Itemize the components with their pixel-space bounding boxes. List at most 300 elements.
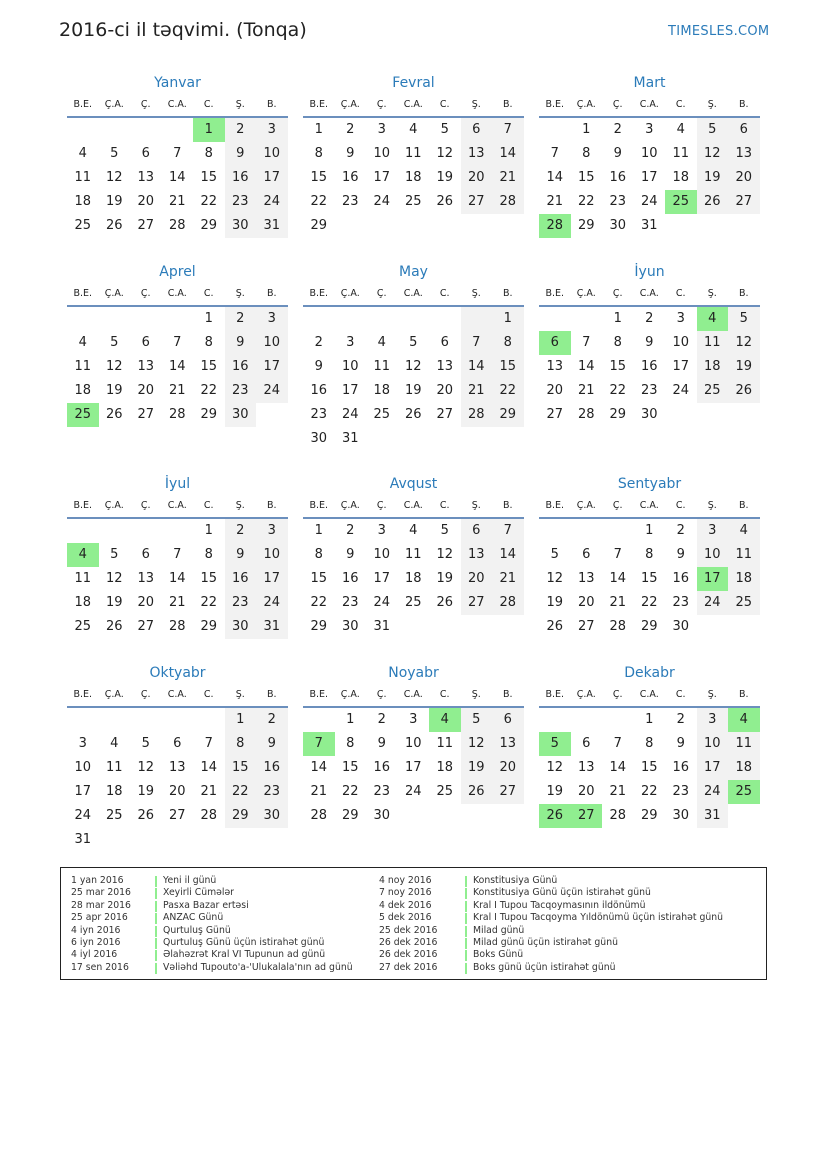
weekday-label: Ş.	[707, 288, 717, 299]
day-cell: 29	[225, 804, 257, 828]
month-block	[303, 662, 524, 828]
holiday-marker	[155, 888, 157, 899]
month-title: Aprel	[159, 264, 196, 280]
holiday-name: Milad günü üçün istirahət günü	[473, 936, 618, 948]
day-cell: 15	[341, 760, 359, 775]
day-cell-empty	[366, 307, 398, 331]
day-cell: 21	[609, 784, 627, 799]
weekday-header	[67, 684, 288, 708]
day-cell: 20	[546, 383, 564, 398]
weekday-label: B.	[502, 500, 513, 511]
day-cell: 19	[137, 784, 155, 799]
day-cell: 5	[110, 547, 119, 562]
day-cell: 21	[168, 383, 186, 398]
day-cell: 24	[697, 591, 729, 615]
day-cell: 6	[141, 146, 150, 161]
day-cell: 17	[373, 170, 391, 185]
weekday-label: Ş.	[471, 99, 481, 110]
day-cell: 23	[373, 784, 391, 799]
day-cell: 7	[613, 736, 622, 751]
day-cell: 17	[256, 166, 288, 190]
holiday-date: 5 dek 2016	[379, 912, 432, 924]
weekday-label: C.A.	[639, 99, 659, 110]
day-cell: 3	[645, 122, 654, 137]
day-cell: 12	[105, 170, 123, 185]
day-cell: 29	[640, 808, 658, 823]
day-grid	[539, 708, 760, 828]
month-block	[303, 261, 524, 451]
month-title: İyun	[634, 264, 665, 280]
day-cell: 9	[225, 142, 257, 166]
day-cell: 9	[645, 335, 654, 350]
day-cell: 22	[310, 595, 328, 610]
day-cell: 28	[310, 808, 328, 823]
holiday-marker	[465, 913, 467, 924]
day-cell: 17	[373, 571, 391, 586]
day-cell: 19	[105, 194, 123, 209]
day-cell: 13	[461, 142, 493, 166]
day-cell-empty	[162, 708, 194, 732]
holiday-name: Xeyirli Cümələr	[163, 887, 234, 899]
day-cell: 13	[492, 732, 524, 756]
day-cell-empty	[539, 708, 571, 732]
day-cell: 25	[404, 595, 422, 610]
brand-link[interactable]: TIMESLES.COM	[668, 24, 770, 39]
weekday-label: B.	[266, 288, 277, 299]
day-cell-holiday: 1	[193, 118, 225, 142]
day-cell: 11	[728, 543, 760, 567]
weekday-header	[303, 94, 524, 118]
day-cell: 16	[225, 166, 257, 190]
day-cell: 1	[492, 307, 524, 331]
day-cell: 6	[141, 335, 150, 350]
day-cell: 20	[492, 756, 524, 780]
weekday-label: B.E.	[545, 689, 565, 700]
day-cell: 5	[141, 736, 150, 751]
day-cell-empty	[602, 708, 634, 732]
day-cell: 23	[672, 595, 690, 610]
day-cell: 20	[168, 784, 186, 799]
day-cell-empty	[602, 519, 634, 543]
day-cell-empty	[398, 307, 430, 331]
holiday-name: Boks Günü	[473, 949, 524, 961]
day-cell-empty	[571, 708, 603, 732]
day-cell: 18	[404, 170, 422, 185]
holiday-date: 1 yan 2016	[71, 875, 124, 886]
holiday-marker	[465, 876, 467, 887]
day-cell: 17	[672, 359, 690, 374]
day-cell: 27	[436, 407, 454, 422]
day-cell: 14	[609, 760, 627, 775]
weekday-label: Ş.	[707, 99, 717, 110]
day-cell-empty	[539, 118, 571, 142]
day-cell: 20	[436, 383, 454, 398]
day-cell: 7	[461, 331, 493, 355]
day-cell: 14	[310, 760, 328, 775]
day-cell: 15	[310, 170, 328, 185]
day-grid	[303, 519, 524, 639]
holiday-marker	[465, 888, 467, 899]
day-cell: 24	[256, 190, 288, 214]
day-cell: 14	[492, 142, 524, 166]
day-cell: 10	[672, 335, 690, 350]
weekday-label: Ş.	[471, 288, 481, 299]
day-cell: 18	[74, 595, 92, 610]
day-cell: 21	[577, 383, 595, 398]
day-cell: 11	[404, 547, 422, 562]
day-cell: 3	[676, 311, 685, 326]
holiday-name: Konstitusiya Günü üçün istirahət günü	[473, 887, 651, 899]
day-cell: 30	[310, 431, 328, 446]
day-cell: 26	[105, 218, 123, 233]
month-title: Fevral	[392, 75, 435, 91]
day-cell: 2	[314, 335, 323, 350]
weekday-label: Ş.	[707, 500, 717, 511]
day-cell: 16	[609, 170, 627, 185]
day-cell: 21	[168, 194, 186, 209]
day-cell: 8	[314, 547, 323, 562]
month-block	[303, 473, 524, 639]
day-cell: 25	[105, 808, 123, 823]
day-cell: 18	[436, 760, 454, 775]
day-cell: 24	[404, 784, 422, 799]
holiday-name: Milad günü	[473, 924, 525, 936]
day-cell: 3	[697, 708, 729, 732]
day-cell: 15	[640, 571, 658, 586]
day-cell: 24	[640, 194, 658, 209]
weekday-label: B.E.	[545, 500, 565, 511]
day-cell: 15	[640, 760, 658, 775]
day-cell: 14	[546, 170, 564, 185]
day-cell: 2	[256, 708, 288, 732]
day-cell: 29	[609, 407, 627, 422]
day-cell: 2	[377, 712, 386, 727]
day-cell: 4	[676, 122, 685, 137]
day-cell: 18	[728, 567, 760, 591]
day-cell: 9	[225, 331, 257, 355]
day-cell: 31	[697, 804, 729, 828]
holiday-marker	[155, 963, 157, 974]
day-cell: 9	[346, 547, 355, 562]
day-cell: 21	[310, 784, 328, 799]
holiday-date: 7 noy 2016	[379, 887, 432, 899]
day-cell: 17	[256, 355, 288, 379]
day-cell-holiday: 25	[728, 780, 760, 804]
day-cell: 23	[225, 591, 257, 615]
day-cell-holiday: 25	[67, 403, 99, 427]
day-cell: 22	[310, 194, 328, 209]
day-cell: 10	[640, 146, 658, 161]
day-grid	[67, 708, 288, 852]
day-cell: 14	[168, 359, 186, 374]
day-cell-empty	[99, 307, 131, 331]
day-cell: 23	[341, 194, 359, 209]
day-cell: 28	[609, 619, 627, 634]
day-cell-empty	[162, 307, 194, 331]
weekday-header	[539, 684, 760, 708]
day-grid	[303, 118, 524, 238]
weekday-label: C.A.	[403, 689, 423, 700]
day-cell: 19	[436, 571, 454, 586]
day-cell: 8	[204, 547, 213, 562]
day-cell: 24	[697, 780, 729, 804]
month-block	[67, 261, 288, 427]
weekday-label: B.E.	[545, 99, 565, 110]
day-cell: 18	[672, 170, 690, 185]
day-cell: 23	[225, 379, 257, 403]
day-cell: 27	[461, 591, 493, 615]
day-cell-empty	[67, 519, 99, 543]
day-cell: 29	[640, 619, 658, 634]
month-block	[539, 261, 760, 427]
weekday-label: Ş.	[235, 288, 245, 299]
day-cell: 26	[697, 190, 729, 214]
day-cell: 28	[577, 407, 595, 422]
day-cell: 14	[168, 571, 186, 586]
day-cell-holiday: 7	[303, 732, 335, 756]
day-cell: 31	[74, 832, 92, 847]
day-cell: 17	[640, 170, 658, 185]
day-cell: 21	[461, 379, 493, 403]
weekday-label: C.A.	[167, 500, 187, 511]
holiday-marker	[465, 901, 467, 912]
weekday-label: C.	[675, 500, 686, 511]
day-cell: 5	[440, 122, 449, 137]
weekday-label: C.	[439, 689, 450, 700]
day-cell: 6	[173, 736, 182, 751]
day-cell-empty	[130, 118, 162, 142]
day-cell: 28	[492, 591, 524, 615]
day-cell: 10	[404, 736, 422, 751]
day-cell-empty	[571, 519, 603, 543]
month-title: İyul	[164, 476, 191, 492]
day-cell: 20	[728, 166, 760, 190]
weekday-label: Ç.	[612, 288, 623, 299]
weekday-label: C.A.	[403, 288, 423, 299]
day-cell: 23	[640, 383, 658, 398]
day-cell-holiday: 17	[697, 567, 729, 591]
holiday-name: Qurtuluş Günü	[163, 924, 231, 936]
day-cell: 26	[728, 379, 760, 403]
weekday-label: B.	[266, 689, 277, 700]
weekday-label: B.E.	[545, 288, 565, 299]
day-cell: 14	[577, 359, 595, 374]
day-cell: 9	[346, 146, 355, 161]
day-cell: 22	[200, 194, 218, 209]
day-cell: 30	[640, 407, 658, 422]
day-cell: 28	[168, 619, 186, 634]
day-cell: 17	[404, 760, 422, 775]
day-cell: 19	[728, 355, 760, 379]
day-cell: 14	[609, 571, 627, 586]
day-cell: 16	[373, 760, 391, 775]
day-cell: 12	[137, 760, 155, 775]
weekday-label: C.	[203, 99, 214, 110]
day-cell: 15	[577, 170, 595, 185]
day-grid	[67, 118, 288, 238]
day-cell: 11	[74, 359, 92, 374]
day-cell: 8	[645, 736, 654, 751]
day-cell: 3	[377, 122, 386, 137]
holiday-marker	[465, 963, 467, 974]
day-cell: 25	[436, 784, 454, 799]
holiday-name: Vəliəhd Tupouto'a-'Ulukalala'nın ad günü	[163, 961, 353, 973]
day-cell: 31	[341, 431, 359, 446]
weekday-label: B.E.	[73, 500, 93, 511]
day-cell: 3	[78, 736, 87, 751]
holiday-date: 6 iyn 2016	[71, 936, 121, 948]
day-cell: 19	[546, 784, 564, 799]
day-cell: 4	[377, 335, 386, 350]
day-cell: 1	[645, 523, 654, 538]
day-cell-empty	[99, 708, 131, 732]
day-cell: 24	[373, 194, 391, 209]
weekday-label: C.	[439, 99, 450, 110]
day-cell: 2	[613, 122, 622, 137]
month-block	[539, 72, 760, 238]
holiday-legend	[60, 867, 767, 980]
day-cell: 16	[256, 756, 288, 780]
day-cell: 7	[613, 547, 622, 562]
day-cell: 3	[409, 712, 418, 727]
day-cell: 12	[697, 142, 729, 166]
day-cell: 1	[645, 712, 654, 727]
weekday-label: B.	[738, 500, 749, 511]
day-cell: 26	[105, 619, 123, 634]
day-cell-empty	[99, 118, 131, 142]
weekday-label: C.A.	[403, 500, 423, 511]
holiday-marker	[155, 876, 157, 887]
day-cell: 12	[728, 331, 760, 355]
day-cell: 23	[310, 407, 328, 422]
holiday-marker	[155, 926, 157, 937]
day-cell: 1	[346, 712, 355, 727]
day-cell: 17	[341, 383, 359, 398]
day-cell: 13	[461, 543, 493, 567]
day-cell: 23	[609, 194, 627, 209]
day-cell: 28	[461, 403, 493, 427]
weekday-label: B.E.	[309, 99, 329, 110]
day-cell: 27	[546, 407, 564, 422]
day-cell: 30	[225, 403, 257, 427]
holiday-name: Pasxa Bazar ertəsi	[163, 899, 249, 911]
day-cell: 30	[256, 804, 288, 828]
weekday-label: Ç.A.	[340, 689, 360, 700]
weekday-header	[303, 684, 524, 708]
day-cell: 6	[440, 335, 449, 350]
day-cell: 15	[609, 359, 627, 374]
day-cell: 29	[200, 619, 218, 634]
day-cell: 25	[74, 619, 92, 634]
day-cell: 28	[200, 808, 218, 823]
day-cell-empty	[429, 307, 461, 331]
day-cell: 11	[105, 760, 123, 775]
weekday-label: Ç.A.	[104, 500, 124, 511]
day-cell: 11	[373, 359, 391, 374]
month-title: Mart	[633, 75, 666, 91]
day-cell: 6	[582, 547, 591, 562]
weekday-label: Ş.	[471, 500, 481, 511]
month-block	[67, 473, 288, 639]
day-cell: 19	[546, 595, 564, 610]
holiday-date: 25 apr 2016	[71, 912, 128, 924]
day-cell: 28	[609, 808, 627, 823]
day-cell: 2	[346, 523, 355, 538]
day-cell: 8	[314, 146, 323, 161]
day-cell: 11	[74, 571, 92, 586]
day-cell: 5	[110, 146, 119, 161]
day-cell: 12	[546, 571, 564, 586]
day-cell: 23	[672, 784, 690, 799]
day-cell: 27	[728, 190, 760, 214]
day-cell: 10	[256, 543, 288, 567]
day-cell: 17	[256, 567, 288, 591]
holiday-date: 4 iyl 2016	[71, 949, 118, 961]
day-cell: 14	[461, 355, 493, 379]
day-cell: 22	[577, 194, 595, 209]
weekday-label: C.A.	[167, 689, 187, 700]
weekday-label: Ç.A.	[576, 689, 596, 700]
weekday-label: Ç.A.	[104, 689, 124, 700]
month-block	[67, 72, 288, 238]
weekday-label: Ç.A.	[340, 99, 360, 110]
day-cell: 9	[256, 732, 288, 756]
weekday-label: C.	[439, 288, 450, 299]
day-grid	[67, 519, 288, 639]
day-cell: 21	[168, 595, 186, 610]
day-cell: 26	[404, 407, 422, 422]
weekday-label: Ç.A.	[104, 99, 124, 110]
day-cell: 13	[168, 760, 186, 775]
day-cell-empty	[130, 519, 162, 543]
day-cell: 18	[404, 571, 422, 586]
day-cell-empty	[67, 307, 99, 331]
day-cell: 27	[137, 218, 155, 233]
holiday-date: 25 mar 2016	[71, 887, 131, 899]
day-cell: 21	[492, 567, 524, 591]
day-cell: 16	[225, 355, 257, 379]
weekday-label: Ç.A.	[340, 500, 360, 511]
day-cell: 20	[461, 567, 493, 591]
day-cell: 3	[256, 118, 288, 142]
day-cell: 7	[173, 335, 182, 350]
day-cell: 26	[105, 407, 123, 422]
day-cell: 7	[582, 335, 591, 350]
day-cell: 20	[137, 194, 155, 209]
day-cell: 15	[225, 756, 257, 780]
holiday-marker	[155, 950, 157, 961]
day-cell-holiday: 26	[539, 804, 571, 828]
day-cell: 22	[640, 595, 658, 610]
day-cell: 9	[314, 359, 323, 374]
day-cell: 26	[436, 595, 454, 610]
holiday-date: 4 iyn 2016	[71, 924, 121, 936]
day-cell: 10	[697, 732, 729, 756]
holiday-date: 28 mar 2016	[71, 899, 131, 911]
weekday-label: C.	[439, 500, 450, 511]
holiday-name: Qurtuluş Günü üçün istirahət günü	[163, 936, 325, 948]
day-cell: 6	[728, 118, 760, 142]
day-cell: 5	[409, 335, 418, 350]
weekday-label: Ş.	[235, 99, 245, 110]
weekday-label: B.E.	[309, 500, 329, 511]
day-cell: 30	[225, 214, 257, 238]
day-cell: 16	[672, 571, 690, 586]
holiday-marker	[465, 926, 467, 937]
day-cell: 27	[461, 190, 493, 214]
weekday-header	[67, 94, 288, 118]
day-cell-empty	[162, 118, 194, 142]
